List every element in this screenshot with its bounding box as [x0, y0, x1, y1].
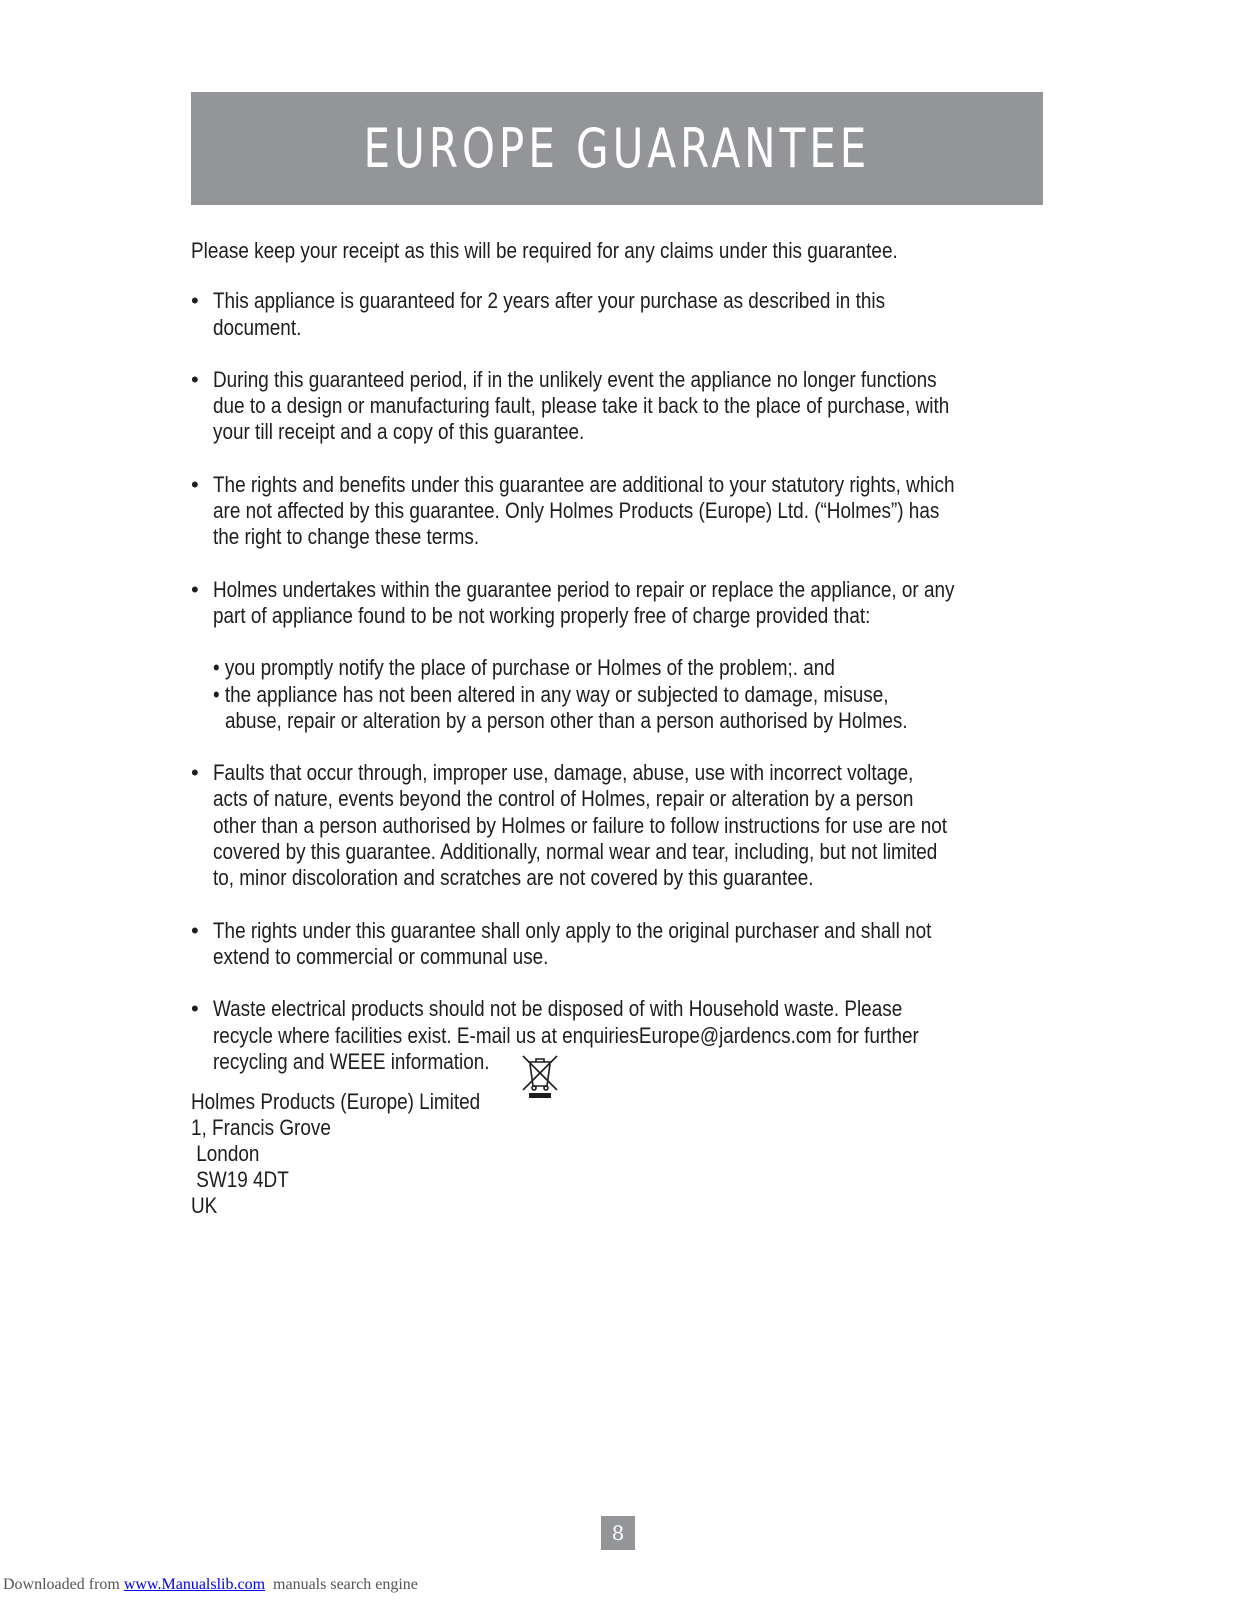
title-banner	[191, 92, 1043, 205]
intro-paragraph	[191, 238, 1051, 264]
bullet-line: due to a design or manufacturing fault, please take it back to the place of purchase, with	[213, 393, 950, 419]
bullet-dot: •	[191, 366, 199, 392]
bullet-line: During this guaranteed period, if in the unlikely event the appliance no longer functions	[213, 366, 937, 392]
download-footer	[3, 1576, 418, 1594]
intro-text: Please keep your receipt as this will be required for any claims under this guarantee.	[191, 238, 898, 263]
condition-line: • the appliance has not been altered in any way or subjected to damage, misuse,	[213, 681, 889, 707]
bullet-dot: •	[191, 288, 199, 314]
company-address	[191, 1089, 1051, 1219]
address-line: UK	[191, 1193, 218, 1219]
page-title: EUROPE GUARANTEE	[363, 117, 871, 180]
bullet-dot: •	[191, 917, 199, 943]
bullet-line: extend to commercial or communal use.	[213, 943, 549, 969]
bullet-line: This appliance is guaranteed for 2 years after your purchase as described in this	[213, 288, 886, 314]
bullet-line: Faults that occur through, improper use, damage, abuse, use with incorrect voltage,	[213, 760, 914, 786]
bullet-line: covered by this guarantee. Additionally, normal wear and tear, including, but not limited	[213, 839, 938, 865]
bullet-line: the right to change these terms.	[213, 524, 480, 550]
bullet-line: Waste electrical products should not be disposed of with Household waste. Please	[213, 996, 903, 1022]
weee-crossed-bin-icon	[520, 1053, 560, 1099]
bullet-dot: •	[191, 760, 199, 786]
condition-line: • you promptly notify the place of purchase or Holmes of the problem;. and	[213, 655, 835, 681]
address-line: 1, Francis Grove	[191, 1115, 331, 1141]
bullet-line: to, minor discoloration and scratches are not covered by this guarantee.	[213, 865, 814, 891]
manualslib-link[interactable]: www.Manualslib.com	[123, 1576, 266, 1593]
bullet-item	[191, 577, 1051, 630]
bullet-item	[191, 760, 1051, 891]
bullet-line: The rights under this guarantee shall only apply to the original purchaser and shall not	[213, 917, 932, 943]
bullet-item	[191, 996, 1051, 1075]
company-name: Holmes Products (Europe) Limited	[191, 1089, 481, 1115]
page-number: 8	[601, 1516, 635, 1550]
bullet-line: part of appliance found to be not working properly free of charge provided that:	[213, 602, 871, 628]
bullet-line: document.	[213, 314, 302, 340]
bullet-line: recycle where facilities exist. E-mail us at enquiriesEurope@jardencs.com for further	[213, 1022, 919, 1048]
footer-suffix: manuals search engine	[265, 1576, 418, 1593]
bullet-dot: •	[191, 996, 199, 1022]
address-line: London	[191, 1141, 260, 1167]
bullet-item	[191, 288, 1051, 341]
bullet-dot: •	[191, 576, 199, 602]
footer-prefix: Downloaded from	[3, 1576, 124, 1593]
guarantee-body	[191, 238, 1051, 1219]
bullet-line: other than a person authorised by Holmes or failure to follow instructions for use are not	[213, 812, 948, 838]
condition-line: abuse, repair or alteration by a person other than a person authorised by Holmes.	[225, 707, 908, 733]
bullet-item	[191, 918, 1051, 971]
bullet-line: acts of nature, events beyond the control of Holmes, repair or alteration by a person	[213, 786, 914, 812]
bullet-line: your till receipt and a copy of this guarantee.	[213, 419, 585, 445]
bullet-item	[191, 367, 1051, 446]
bullet-dot: •	[191, 471, 199, 497]
bullet-line: are not affected by this guarantee. Only Holmes Products (Europe) Ltd. (“Holmes”) has	[213, 498, 940, 524]
condition-list	[213, 655, 1051, 734]
bullet-item	[191, 472, 1051, 551]
bullet-line: Holmes undertakes within the guarantee period to repair or replace the appliance, or any	[213, 576, 955, 602]
address-line: SW19 4DT	[191, 1167, 289, 1193]
bullet-line: recycling and WEEE information.	[213, 1048, 490, 1074]
bullet-line: The rights and benefits under this guarantee are additional to your statutory rights, which	[213, 471, 955, 497]
